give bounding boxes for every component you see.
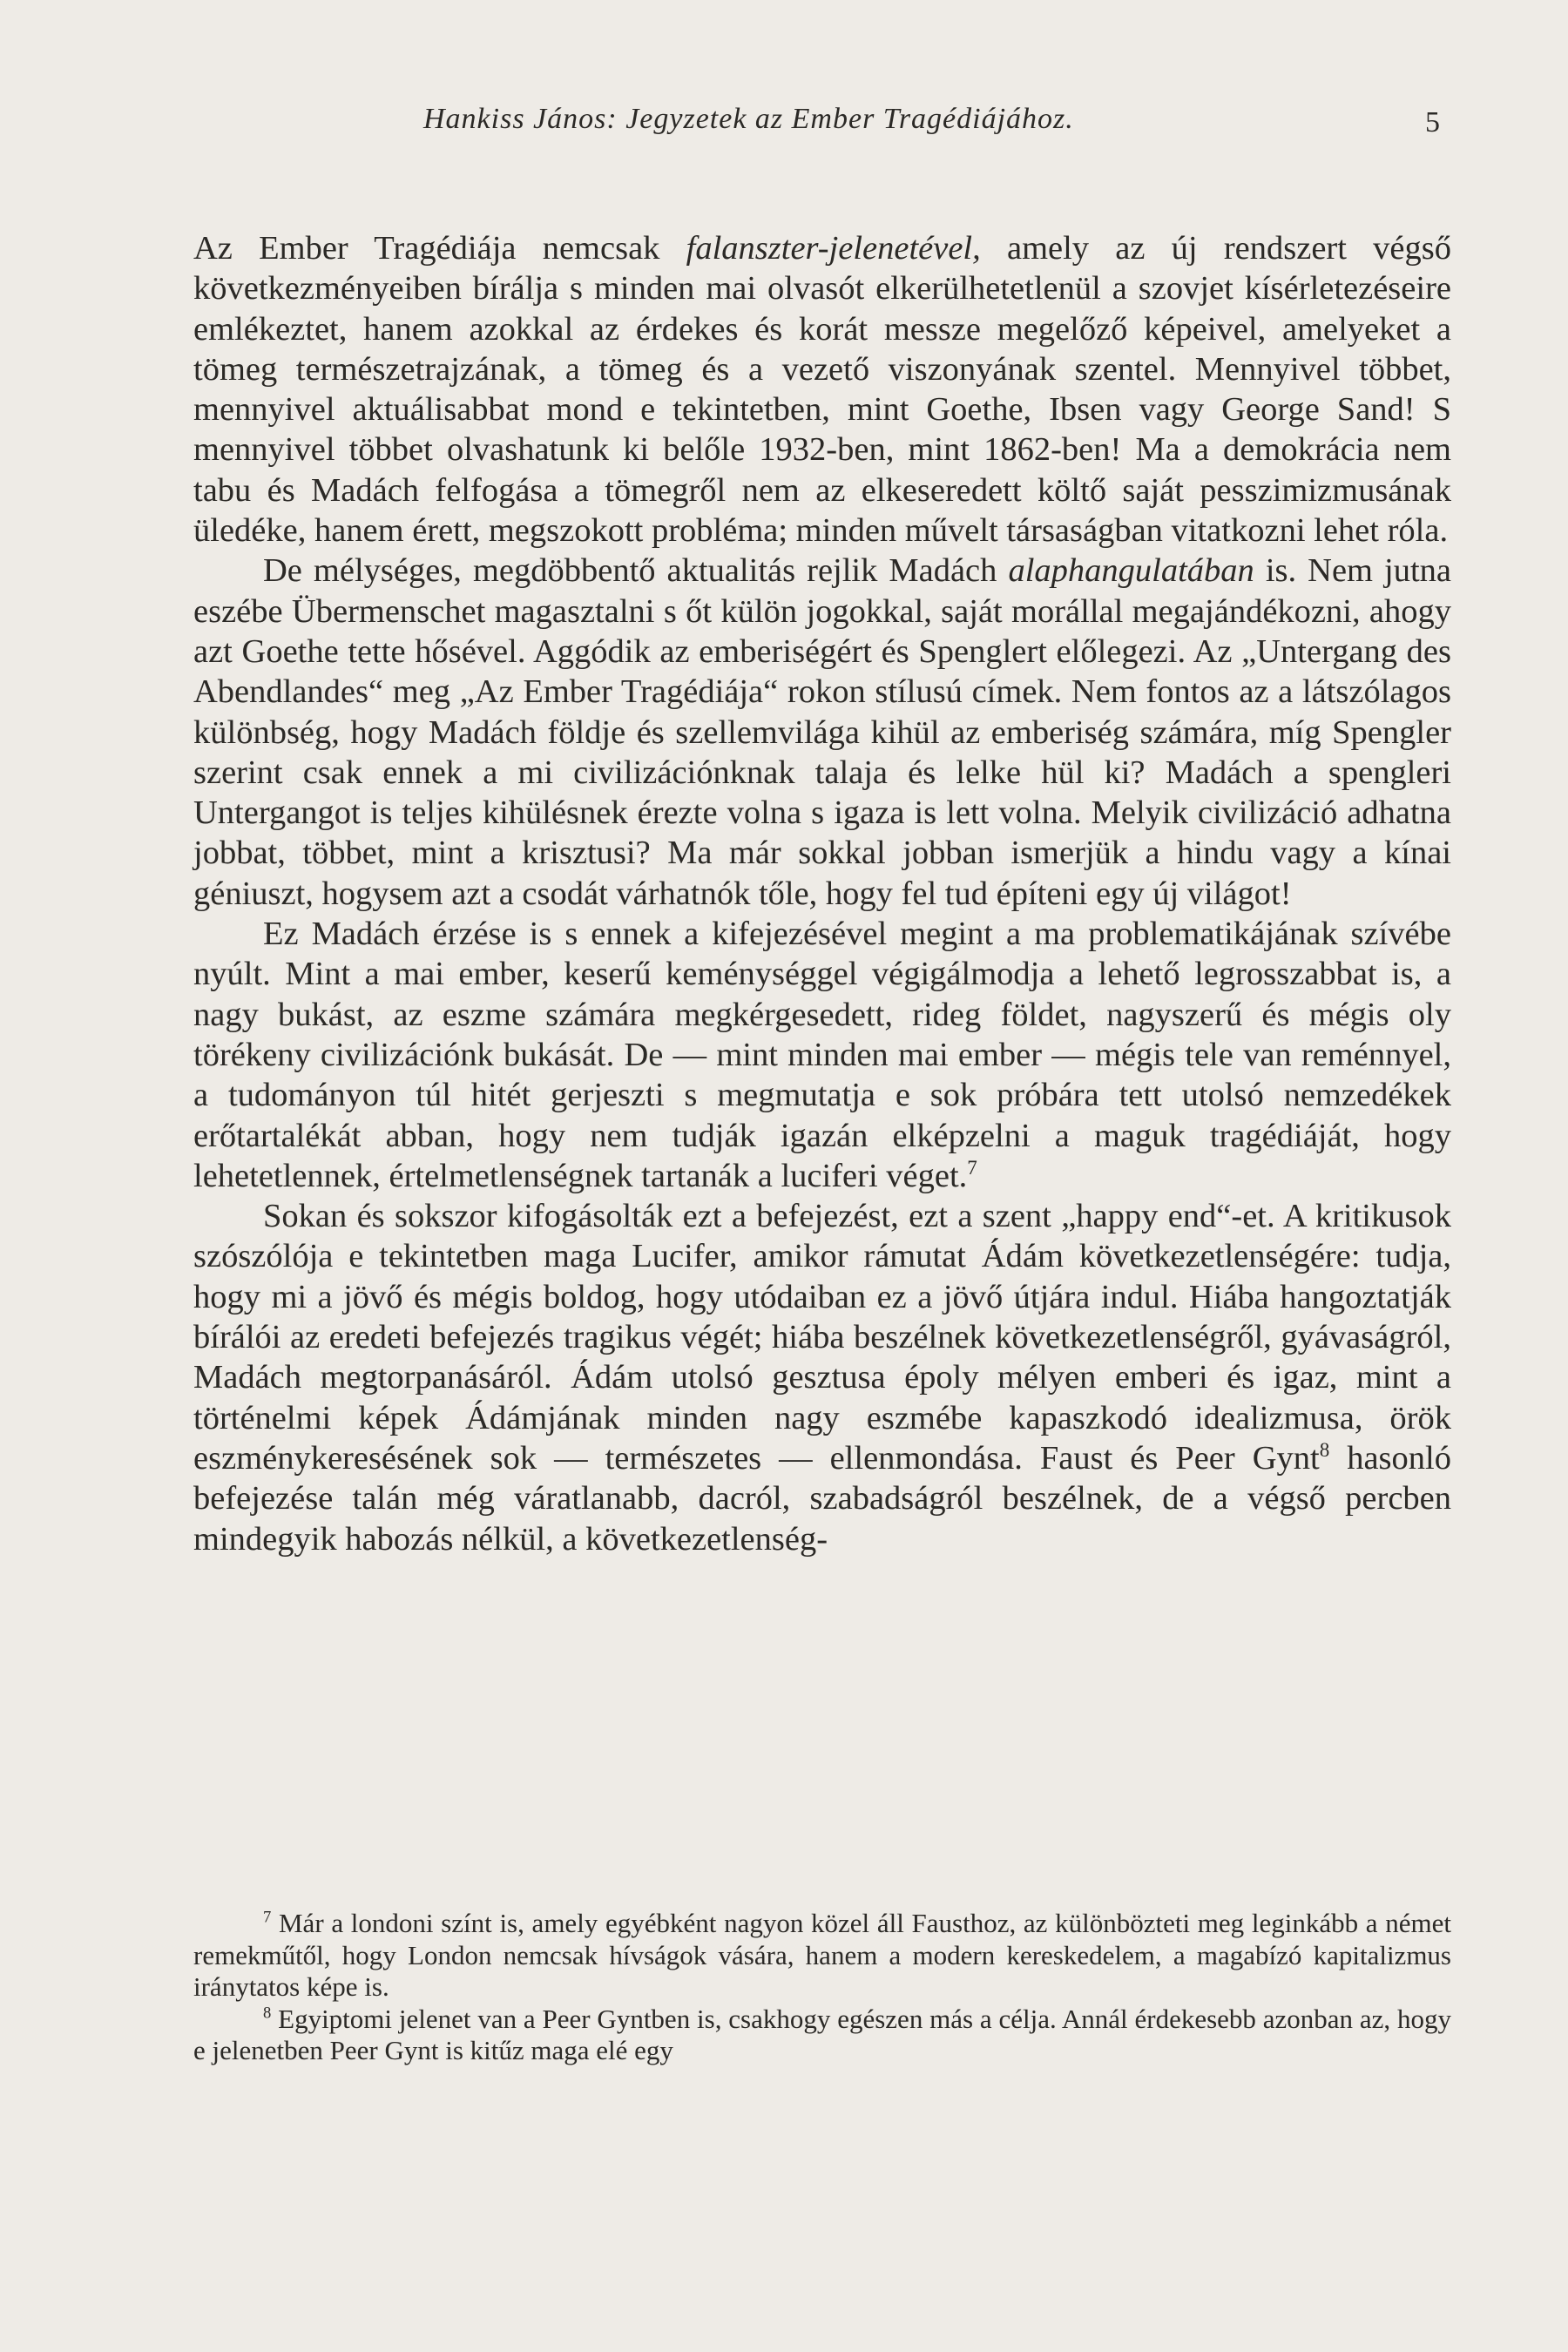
footnote-8-marker: 8 bbox=[263, 2004, 272, 2023]
paragraph-1 bbox=[193, 228, 1451, 551]
paragraph-4-text-b: hasonló befejezése talán még váratlanabb, dacról, szabadságról beszélnek, de a végső percben mindegyik habozás nélkül, a következetlenség- bbox=[193, 1439, 1451, 1558]
footnote-7 bbox=[193, 1908, 1451, 2004]
footnote-ref-7[interactable]: 7 bbox=[967, 1156, 977, 1179]
paragraph-2 bbox=[193, 551, 1451, 914]
paragraph-1-text-b: amely az új rendszert végső következményeiben bírálja s minden mai olvasót elkerülhetetlenül a szovjet kísérletezéseire emlékeztet, hanem azokkal az érdekes és korát messze megelőző képeivel, amelyeket a tömeg természetrajzának, a tömeg és a vezető viszonyának szentel. Mennyivel többet, mennyivel aktuálisabbat mond e tekintetben, mint Goethe, Ibsen vagy George Sand! S mennyivel többet olvashatunk ki belőle 1932-ben, mint 1862-ben! Ma a demokrácia nem tabu és Madách felfogása a tömegről nem az elkeseredett költő saját pesszimizmusának üledéke, hanem érett, megszokott probléma; minden művelt társaságban vitatkozni lehet róla. bbox=[193, 230, 1451, 550]
footnote-7-text: Már a londoni színt is, amely egyébként nagyon közel áll Fausthoz, az különbözteti meg leginkább a német remekműtől, hogy London nemcsak hívságok vására, hanem a modern kereskedelem, a magabízó kapitalizmus iránytatos képe is. bbox=[193, 1908, 1451, 2002]
paragraph-2-emphasis: alaphangulatában bbox=[1008, 552, 1254, 590]
running-head-title: Hankiss János: Jegyzetek az Ember Tragédiájához. bbox=[423, 103, 1074, 135]
paragraph-1-text-a: Az Ember Tragédiája nemcsak bbox=[193, 230, 686, 267]
paragraph-2-text-a: De mélységes, megdöbbentő aktualitás rejlik Madách bbox=[263, 552, 1009, 590]
footnote-8 bbox=[193, 2004, 1451, 2067]
footnotes bbox=[193, 1908, 1451, 2067]
footnote-7-marker: 7 bbox=[263, 1908, 272, 1927]
main-text bbox=[193, 228, 1451, 1559]
paragraph-3-text: Ez Madách érzése is s ennek a kifejezésével megint a ma problematikájának szívébe nyúlt. Mint a mai ember, keserű keménységgel végigálmodja a lehető legrosszabbat is, a nagy bukást, az eszme számára megkérgesedett, rideg földet, nagyszerű és mégis oly törékeny civilizációnk bukását. De — mint minden mai ember — mégis tele van reménnyel, a tudományon túl hitét gerjeszti s megmutatja e sok próbára tett utolsó nemzedékek erőtartalékát abban, hogy nem tudják igazán elképzelni a maguk tragédiáját, hogy lehetetlennek, értelmetlenségnek tartanák a luciferi véget. bbox=[193, 916, 1451, 1194]
paragraph-3 bbox=[193, 914, 1451, 1196]
paragraph-2-text-b: is. Nem jutna eszébe Übermenschet magasztalni s őt külön jogokkal, saját morállal megajándékozni, ahogy azt Goethe tette hősével. Aggódik az emberiségért és Spenglert előlegezi. Az „Untergang des Abendlandes“ meg „Az Ember Tragédiája“ rokon stílusú címek. Nem fontos az a látszólagos különbség, hogy Madách földje és szellemvilága kihül az emberiség számára, míg Spengler szerint csak ennek a mi civilizációnknak talaja és lelke hül ki? Madách a spengleri Untergangot is teljes kihülésnek érezte volna s igaza is lett volna. Melyik civilizáció adhatna jobbat, többet, mint a krisztusi? Ma már sokkal jobban ismerjük a hindu vagy a kínai géniuszt, hogysem azt a csodát várhatnók tőle, hogy fel tud építeni egy új világot! bbox=[193, 552, 1451, 912]
paragraph-4 bbox=[193, 1196, 1451, 1559]
paragraph-1-emphasis: falanszter-jelenetével, bbox=[686, 230, 981, 267]
footnote-ref-8[interactable]: 8 bbox=[1319, 1438, 1330, 1462]
page-number: 5 bbox=[1425, 106, 1440, 139]
footnote-8-text: Egyiptomi jelenet van a Peer Gyntben is, csakhogy egészen más a célja. Annál érdekesebb azonban az, hogy e jelenetben Peer Gynt is kitűz maga elé egy bbox=[193, 2003, 1451, 2065]
paragraph-4-text-a: Sokan és sokszor kifogásolták ezt a befejezést, ezt a szent „happy end“-et. A kritikusok szószólója e tekintetben maga Lucifer, amikor rámutat Ádám következetlenségére: tudja, hogy mi a jövő és mégis boldog, hogy utódaiban ez a jövő útjára indul. Hiába hangoztatják bírálói az eredeti befejezés tragikus végét; hiába beszélnek következetlenségről, gyávaságról, Madách megtorpanásáról. Ádám utolsó gesztusa époly mélyen emberi és igaz, mint a történelmi képek Ádámjának minden nagy eszmébe kapaszkodó idealizmusa, örök eszménykeresésének sok — természetes — ellenmondása. Faust és Peer Gynt bbox=[193, 1198, 1451, 1477]
